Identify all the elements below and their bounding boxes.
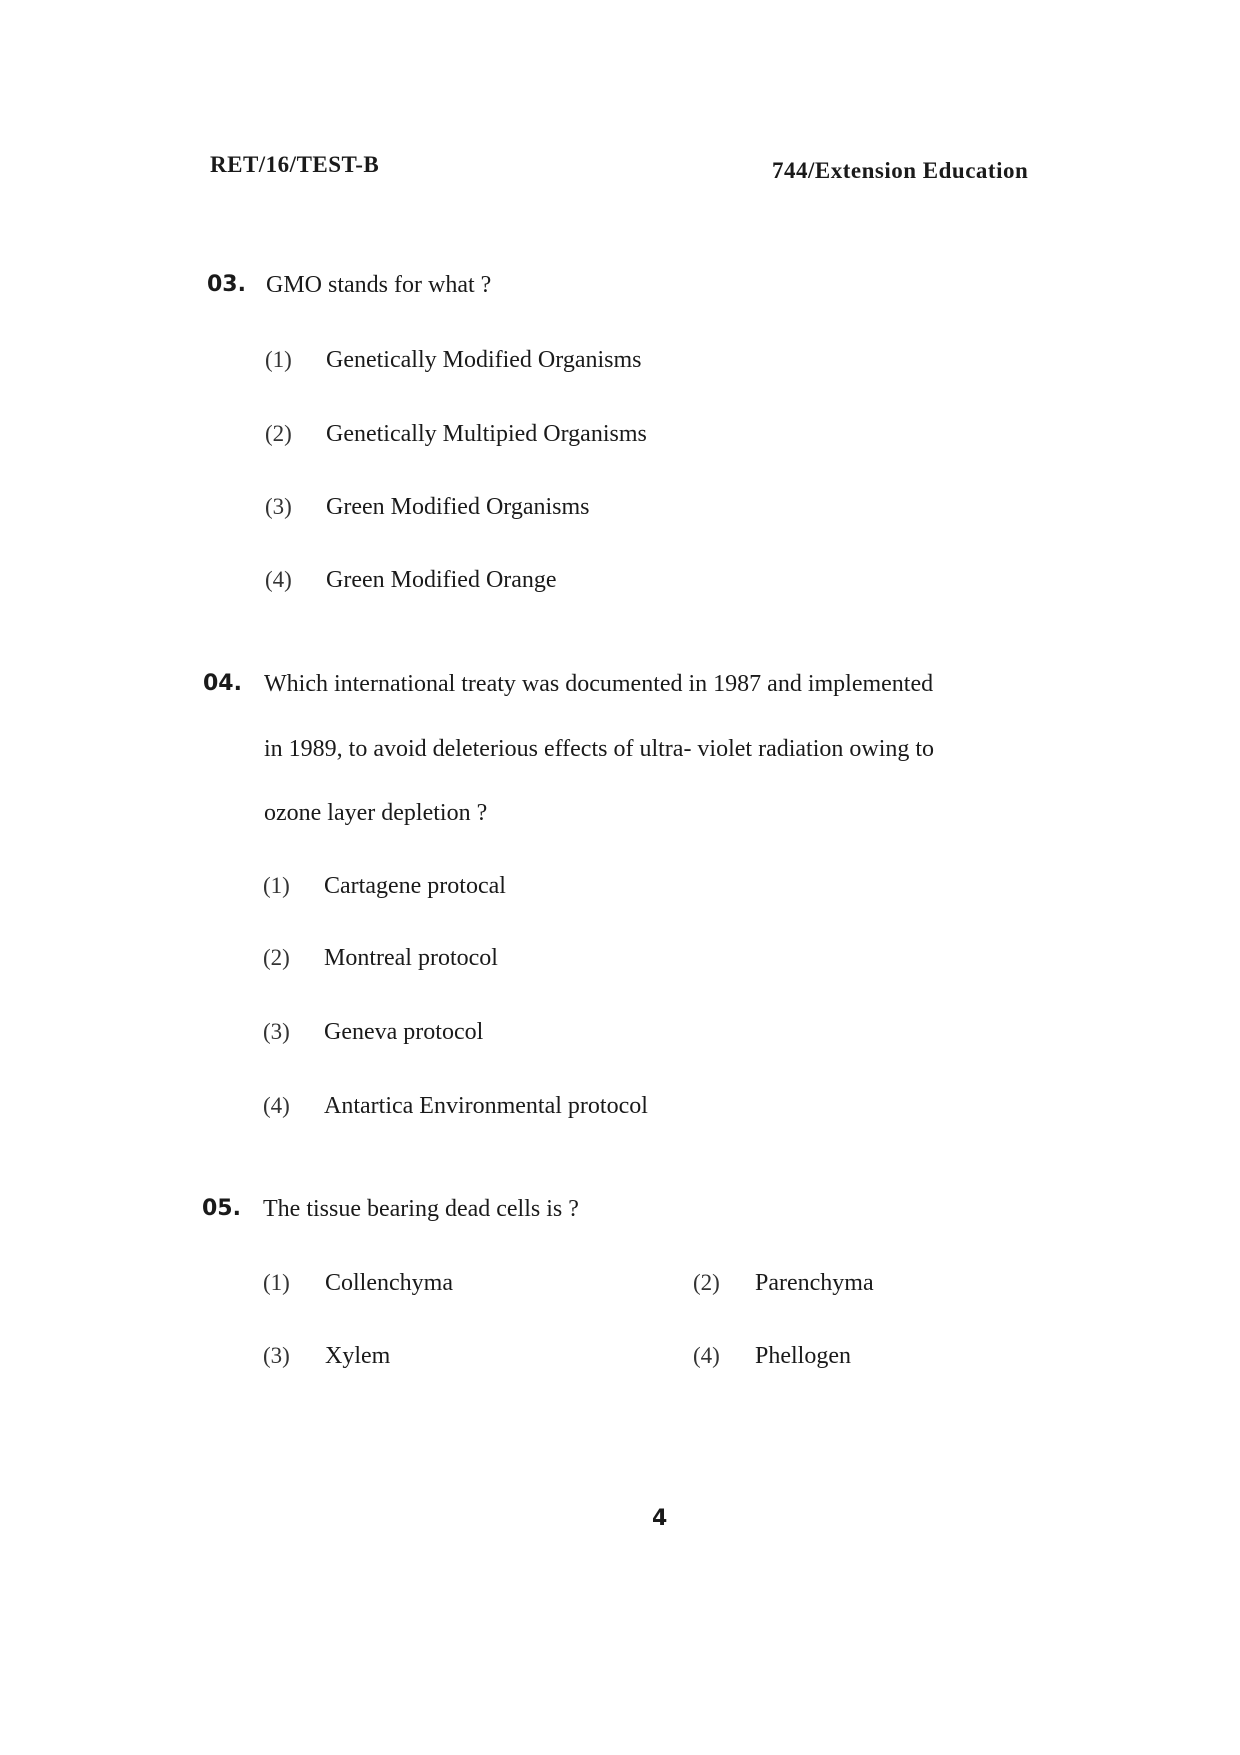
option-text: Parenchyma (755, 1270, 874, 1296)
question-text-line-3: ozone layer depletion ? (264, 800, 488, 826)
option-number: (2) (263, 945, 290, 970)
option-number: (3) (263, 1019, 290, 1044)
question-number: 05. (202, 1196, 241, 1221)
question-text-line-1: Which international treaty was documented in 1987 and implemented (264, 671, 934, 697)
option-number: (3) (265, 494, 292, 519)
option-number: (4) (265, 567, 292, 592)
question-text-line-2: in 1989, to avoid deleterious effects of ultra- violet radiation owing to (264, 736, 935, 762)
header-subject: 744/Extension Education (772, 158, 1029, 183)
option-number: (2) (693, 1270, 720, 1295)
option-text: Collenchyma (325, 1270, 453, 1296)
option-number: (4) (693, 1343, 720, 1368)
question-number: 04. (203, 671, 242, 696)
option-number: (1) (263, 873, 290, 898)
question-number: 03. (207, 272, 246, 297)
option-text: Xylem (325, 1343, 391, 1369)
question-text: The tissue bearing dead cells is ? (263, 1196, 579, 1222)
question-text: GMO stands for what ? (266, 272, 492, 298)
option-number: (1) (265, 347, 292, 372)
option-number: (2) (265, 421, 292, 446)
option-text: Phellogen (755, 1343, 851, 1369)
option-text: Genetically Multipied Organisms (326, 421, 647, 447)
option-text: Montreal protocol (324, 945, 498, 971)
option-text: Cartagene protocal (324, 873, 506, 899)
option-text: Geneva protocol (324, 1019, 484, 1045)
option-text: Green Modified Orange (326, 567, 557, 593)
option-text: Green Modified Organisms (326, 494, 590, 520)
option-text: Antartica Environmental protocol (324, 1093, 648, 1119)
option-number: (3) (263, 1343, 290, 1368)
page-number: 4 (652, 1506, 668, 1531)
option-number: (4) (263, 1093, 290, 1118)
option-text: Genetically Modified Organisms (326, 347, 642, 373)
header-test-code: RET/16/TEST-B (210, 152, 380, 177)
option-number: (1) (263, 1270, 290, 1295)
